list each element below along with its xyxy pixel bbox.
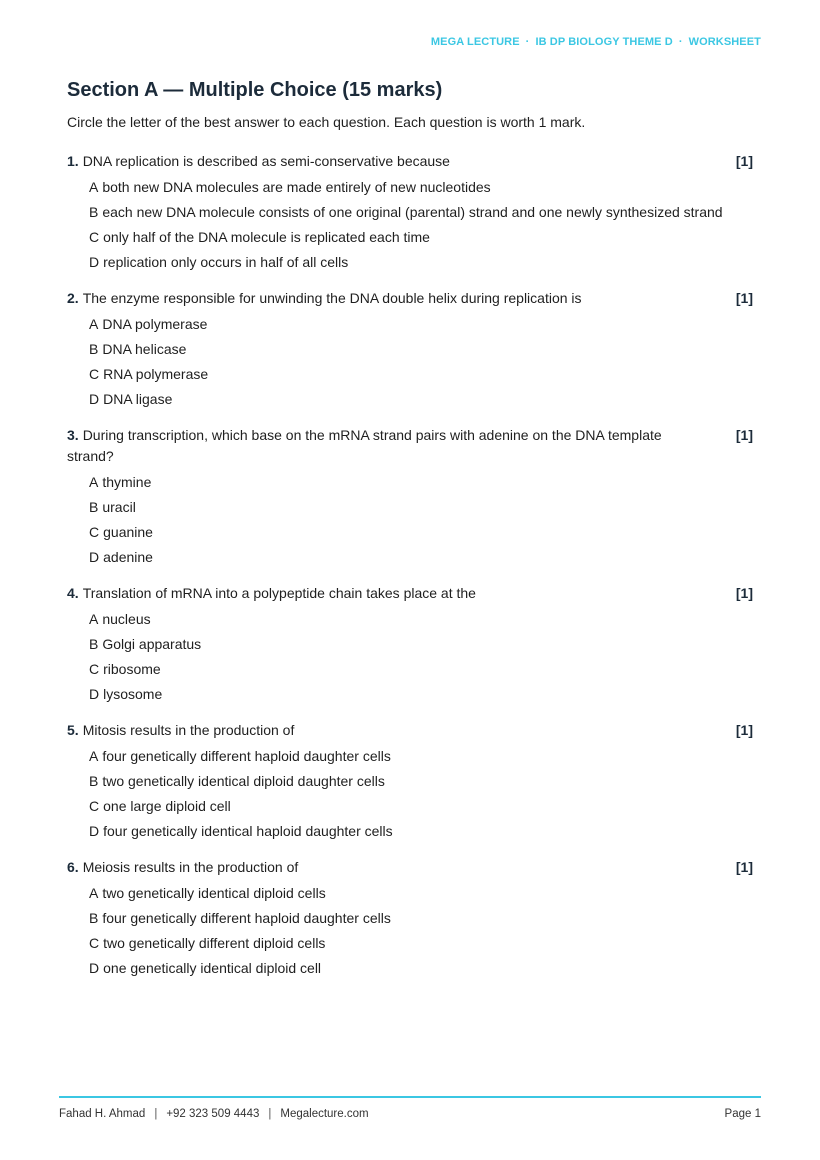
- option-text: four genetically different haploid daughter cells: [102, 748, 391, 764]
- answer-option[interactable]: [89, 362, 757, 387]
- question-mark-value: [1]: [735, 427, 753, 443]
- option-text: lysosome: [103, 686, 163, 702]
- option-text: adenine: [103, 549, 153, 565]
- option-text: four genetically different haploid daughter cells: [102, 910, 391, 926]
- option-text: two genetically identical diploid cells: [102, 885, 326, 901]
- option-letter[interactable]: B: [89, 204, 99, 220]
- question-text: DNA replication is described as semi-conservative because: [82, 153, 450, 169]
- question-stem: [67, 720, 757, 741]
- option-text: DNA ligase: [103, 391, 173, 407]
- answer-option[interactable]: [89, 607, 757, 632]
- answer-options: [89, 470, 757, 570]
- option-letter[interactable]: C: [89, 366, 100, 382]
- option-letter[interactable]: C: [89, 524, 100, 540]
- option-text: thymine: [102, 474, 152, 490]
- header-separator: ·: [525, 36, 530, 48]
- question-number: 1.: [67, 153, 79, 169]
- option-letter[interactable]: B: [89, 499, 99, 515]
- page-number: Page 1: [724, 1108, 761, 1120]
- option-text: ribosome: [103, 661, 161, 677]
- option-text: one genetically identical diploid cell: [103, 960, 322, 976]
- question-number: 6.: [67, 859, 79, 875]
- option-text: only half of the DNA molecule is replicated each time: [103, 229, 430, 245]
- option-letter[interactable]: D: [89, 549, 100, 565]
- answer-option[interactable]: [89, 225, 757, 250]
- question-number: 4.: [67, 585, 79, 601]
- question-item: [67, 857, 757, 981]
- option-text: two genetically identical diploid daughter cells: [102, 773, 385, 789]
- option-letter[interactable]: B: [89, 910, 99, 926]
- footer-website-link[interactable]: Megalecture.com: [280, 1108, 369, 1120]
- option-text: guanine: [103, 524, 153, 540]
- question-mark-value: [1]: [735, 722, 753, 738]
- answer-option[interactable]: [89, 495, 757, 520]
- footer-author: Fahad H. Ahmad: [59, 1108, 146, 1120]
- answer-option[interactable]: [89, 657, 757, 682]
- option-text: RNA polymerase: [103, 366, 209, 382]
- option-letter[interactable]: B: [89, 773, 99, 789]
- option-letter[interactable]: A: [89, 316, 99, 332]
- question-stem: [67, 857, 757, 878]
- answer-option[interactable]: [89, 175, 757, 200]
- question-item: [67, 583, 757, 707]
- question-text: The enzyme responsible for unwinding the DNA double helix during replication is: [82, 290, 582, 306]
- option-letter[interactable]: B: [89, 341, 99, 357]
- footer-pipe: |: [154, 1108, 158, 1120]
- answer-option[interactable]: [89, 387, 757, 412]
- question-item: [67, 151, 757, 275]
- answer-option[interactable]: [89, 819, 757, 844]
- page-header: [431, 36, 761, 48]
- option-text: nucleus: [102, 611, 151, 627]
- question-number: 2.: [67, 290, 79, 306]
- option-letter[interactable]: A: [89, 474, 99, 490]
- answer-option[interactable]: [89, 250, 757, 275]
- question-mark-value: [1]: [735, 290, 753, 306]
- option-text: DNA helicase: [102, 341, 187, 357]
- answer-options: [89, 312, 757, 412]
- option-text: one large diploid cell: [103, 798, 231, 814]
- option-letter[interactable]: D: [89, 960, 100, 976]
- option-letter[interactable]: D: [89, 823, 100, 839]
- answer-option[interactable]: [89, 956, 757, 981]
- footer-pipe: |: [268, 1108, 272, 1120]
- question-stem: [67, 425, 757, 467]
- option-text: DNA polymerase: [102, 316, 208, 332]
- question-mark-value: [1]: [735, 859, 753, 875]
- option-letter[interactable]: D: [89, 391, 100, 407]
- header-course: IB DP BIOLOGY THEME D: [535, 36, 673, 48]
- option-text: two genetically different diploid cells: [103, 935, 326, 951]
- question-text: During transcription, which base on the mRNA strand pairs with adenine on the DNA template strand?: [67, 427, 662, 464]
- answer-option[interactable]: [89, 682, 757, 707]
- option-letter[interactable]: A: [89, 179, 99, 195]
- option-text: four genetically identical haploid daughter cells: [103, 823, 393, 839]
- option-letter[interactable]: C: [89, 935, 100, 951]
- question-item: [67, 288, 757, 412]
- option-letter[interactable]: A: [89, 885, 99, 901]
- option-letter[interactable]: C: [89, 798, 100, 814]
- answer-option[interactable]: [89, 520, 757, 545]
- header-doc-type: WORKSHEET: [688, 36, 761, 48]
- answer-option[interactable]: [89, 337, 757, 362]
- answer-option[interactable]: [89, 881, 757, 906]
- answer-option[interactable]: [89, 200, 757, 225]
- question-list: [67, 151, 757, 994]
- question-text: Meiosis results in the production of: [82, 859, 299, 875]
- header-brand: MEGA LECTURE: [430, 36, 520, 48]
- section-title: Section A — Multiple Choice (15 marks): [67, 79, 443, 101]
- answer-option[interactable]: [89, 906, 757, 931]
- answer-option[interactable]: [89, 632, 757, 657]
- answer-option[interactable]: [89, 769, 757, 794]
- answer-option[interactable]: [89, 470, 757, 495]
- answer-options: [89, 607, 757, 707]
- option-text: each new DNA molecule consists of one original (parental) strand and one newly synthesized strand: [102, 204, 723, 220]
- question-stem: [67, 583, 757, 604]
- answer-option[interactable]: [89, 744, 757, 769]
- question-mark-value: [1]: [735, 585, 753, 601]
- question-text: Mitosis results in the production of: [82, 722, 295, 738]
- footer-phone: +92 323 509 4443: [166, 1108, 260, 1120]
- option-letter[interactable]: D: [89, 686, 100, 702]
- option-text: uracil: [102, 499, 136, 515]
- option-letter[interactable]: C: [89, 229, 100, 245]
- answer-option[interactable]: [89, 312, 757, 337]
- header-separator: ·: [678, 36, 683, 48]
- section-instructions: Circle the letter of the best answer to each question. Each question is worth 1 mark.: [67, 114, 586, 130]
- answer-option[interactable]: [89, 931, 757, 956]
- question-stem: [67, 288, 757, 309]
- option-text: both new DNA molecules are made entirely of new nucleotides: [102, 179, 491, 195]
- option-letter[interactable]: A: [89, 748, 99, 764]
- answer-options: [89, 175, 757, 275]
- question-mark-value: [1]: [735, 153, 753, 169]
- option-letter[interactable]: D: [89, 254, 100, 270]
- footer-divider-line: [59, 1096, 761, 1098]
- answer-options: [89, 744, 757, 844]
- option-letter[interactable]: A: [89, 611, 99, 627]
- option-text: Golgi apparatus: [102, 636, 202, 652]
- question-text: Translation of mRNA into a polypeptide chain takes place at the: [82, 585, 476, 601]
- option-letter[interactable]: B: [89, 636, 99, 652]
- option-text: replication only occurs in half of all cells: [103, 254, 349, 270]
- footer-contact: [59, 1108, 369, 1120]
- question-item: [67, 720, 757, 844]
- question-number: 5.: [67, 722, 79, 738]
- option-letter[interactable]: C: [89, 661, 100, 677]
- question-stem: [67, 151, 757, 172]
- answer-option[interactable]: [89, 545, 757, 570]
- question-item: [67, 425, 757, 570]
- answer-option[interactable]: [89, 794, 757, 819]
- answer-options: [89, 881, 757, 981]
- question-number: 3.: [67, 427, 79, 443]
